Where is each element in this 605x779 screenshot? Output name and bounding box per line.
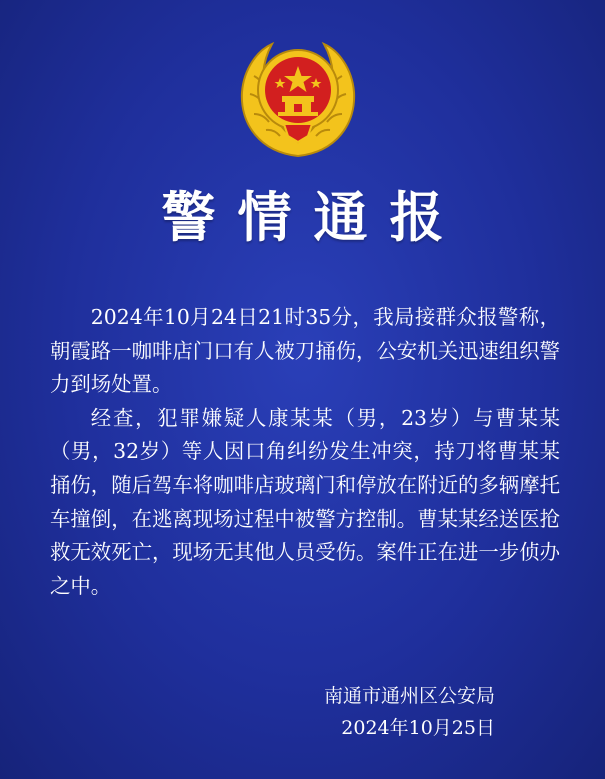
police-emblem-icon <box>232 32 364 160</box>
issue-date: 2024年10月25日 <box>341 717 495 739</box>
paragraph-incident: 2024年10月24日21时35分，我局接群众报警称，朝霞路一咖啡店门口有人被刀捅伤，公安机关迅速组织警力到场处置。 <box>50 305 560 397</box>
notice-body <box>50 301 560 603</box>
signature-block <box>324 680 495 744</box>
notice-title: 警情通报 <box>161 186 466 249</box>
paragraph-investigation: 经查，犯罪嫌疑人康某某（男，23岁）与曹某某（男，32岁）等人因口角纠纷发生冲突，持刀将曹某某捅伤，随后驾车将咖啡店玻璃门和停放在附近的多辆摩托车撞倒，在逃离现场过程中被警方控制。曹某某经送医抢救无效死亡，现场无其他人员受伤。案件正在进一步侦办之中。 <box>50 405 560 598</box>
issuer-name: 南通市通州区公安局 <box>323 685 495 707</box>
